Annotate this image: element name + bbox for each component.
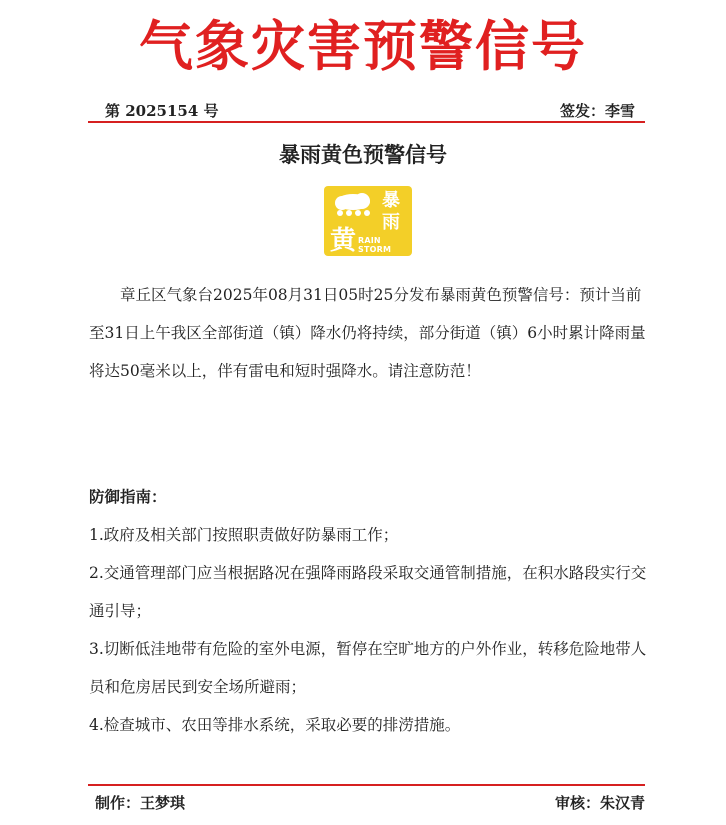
bulletin-meta <box>95 100 645 122</box>
guide-item: 3.切断低洼地带有危险的室外电源，暂停在空旷地方的户外作业，转移危险地带人员和危房居民到安全场所避雨； <box>89 640 647 696</box>
bulletin-footer <box>95 792 645 814</box>
bulletin-number: 第 2025154 号 <box>105 102 219 120</box>
guide-item: 1.政府及相关部门按照职责做好防暴雨工作； <box>89 526 399 544</box>
defense-guide <box>89 478 649 744</box>
guide-item: 4.检查城市、农田等排水系统，采取必要的排涝措施。 <box>89 716 461 734</box>
bottom-divider <box>88 784 645 786</box>
warning-title: 暴雨黄色预警信号 <box>279 142 447 167</box>
guide-item: 2.交通管理部门应当根据路况在强降雨路段采取交通管制措施，在积水路段实行交通引导； <box>89 564 647 620</box>
badge-char-middle: 雨 <box>382 212 400 233</box>
bulletin-header-title: 气象灾害预警信号 <box>139 15 587 78</box>
issuer: 签发：李雪 <box>559 102 635 120</box>
top-divider <box>88 121 645 123</box>
producer: 制作：王梦琪 <box>95 794 186 812</box>
reviewer: 审核：朱汉青 <box>554 794 645 812</box>
warning-paragraph: 章丘区气象台2025年08月31日05时25分发布暴雨黄色预警信号：预计当前至31日上午我区全部街道（镇）降水仍将持续，部分街道（镇）6小时累计降雨量将达50毫米以上，伴有雷电和短时强降水。请注意防范！ <box>89 286 646 380</box>
badge-char-top: 暴 <box>382 190 400 211</box>
rain-cloud-icon <box>330 192 376 216</box>
rainstorm-yellow-badge <box>324 186 412 256</box>
badge-char-bottom: 黄 <box>330 226 357 256</box>
badge-english: RAIN STORM <box>358 236 392 254</box>
guide-list <box>89 516 649 744</box>
guide-heading: 防御指南： <box>89 487 167 506</box>
